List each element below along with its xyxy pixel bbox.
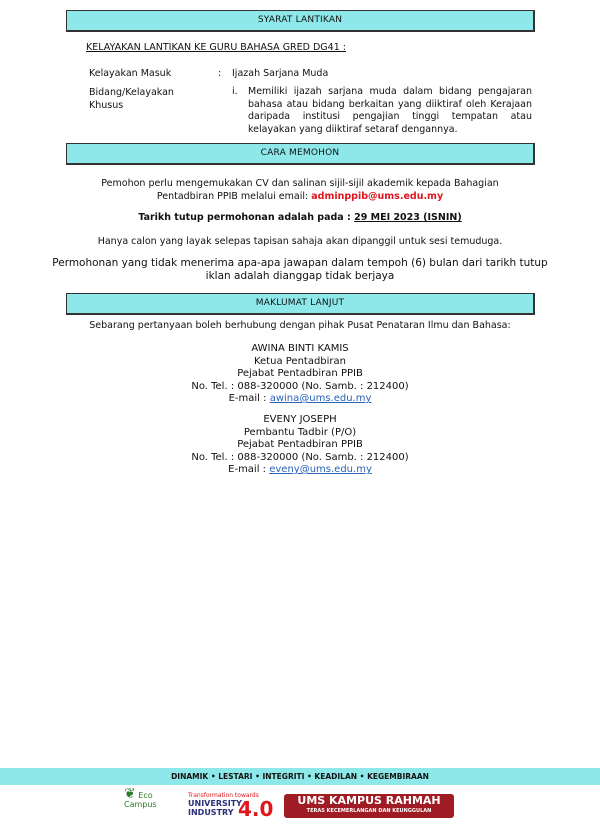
- kelayakan-heading: KELAYAKAN LANTIKAN KE GURU BAHASA GRED DG41 :: [86, 42, 346, 53]
- ums-kampus-rahmah-logo: [284, 794, 454, 818]
- contact-tel: No. Tel. : 088-320000 (No. Samb. : 212400): [191, 451, 409, 463]
- section-header-maklumat-lanjut: MAKLUMAT LANJUT: [66, 293, 535, 315]
- contact-title: Ketua Pentadbiran: [253, 355, 347, 367]
- maklumat-intro: Sebarang pertanyaan boleh berhubung dengan pihak Pusat Penataran Ilmu dan Bahasa:: [89, 320, 511, 331]
- contact-card: [100, 343, 500, 406]
- logo-4-0: 4.0: [238, 797, 274, 821]
- closing-date: 29 MEI 2023 (ISNIN): [354, 212, 462, 223]
- closing-label: Tarikh tutup permohonan adalah pada :: [138, 212, 351, 223]
- section-header-syarat-lantikan: SYARAT LANTIKAN: [66, 10, 535, 32]
- contact-tel: No. Tel. : 088-320000 (No. Samb. : 212400): [191, 380, 409, 392]
- contact-email-label: E-mail :: [228, 464, 267, 475]
- no-reply-notice: Permohonan yang tidak menerima apa-apa jawapan dalam tempoh (6) bulan dari tarikh tutup iklan adalah dianggap tidak berjaya: [52, 257, 548, 282]
- contact-name: EVENY JOSEPH: [263, 414, 337, 425]
- bidang-value: Memiliki ijazah sarjana muda dalam bidang pengajaran bahasa atau bidang berkaitan yang diiktiraf oleh Kerajaan daripada institusi pengajian tinggi tempatan atau kelayakan yang diiktiraf setaraf dengannya.: [248, 86, 532, 135]
- shortlist-note: Hanya calon yang layak selepas tapisan sahaja akan dipanggil untuk sesi temuduga.: [97, 236, 503, 247]
- logo-tagline: Transformation towards: [188, 792, 259, 799]
- bidang-label: Bidang/Kelayakan Khusus: [89, 87, 174, 111]
- footer-values-band: DINAMIK • LESTARI • INTEGRITI • KEADILAN • KEGEMBIRAAN: [0, 768, 600, 785]
- cara-line-2: Pentadbiran PPIB melalui email:: [156, 191, 309, 202]
- contact-office: Pejabat Pentadbiran PPIB: [237, 439, 363, 450]
- contact-email-link[interactable]: eveny@ums.edu.my: [269, 464, 372, 475]
- contact-name: AWINA BINTI KAMIS: [251, 343, 349, 354]
- eco-campus-logo: [124, 786, 174, 820]
- logo-ums-title: UMS KAMPUS RAHMAH: [297, 794, 441, 807]
- kelayakan-masuk-label: Kelayakan Masuk: [89, 68, 172, 79]
- closing-date-line: [60, 212, 540, 223]
- bidang-number: i.: [232, 86, 238, 97]
- contact-email-link[interactable]: awina@ums.edu.my: [269, 393, 372, 404]
- logo-ums-subtitle: TERAS KECEMERLANGAN DAN KEUNGGULAN: [306, 808, 432, 814]
- contact-card: [100, 414, 500, 477]
- university-industry-logo: [188, 792, 273, 820]
- kelayakan-masuk-value: Ijazah Sarjana Muda: [232, 68, 329, 79]
- section-header-cara-memohon: CARA MEMOHON: [66, 143, 535, 165]
- contact-title: Pembantu Tadbir (P/O): [243, 426, 357, 438]
- cara-line-1: Pemohon perlu mengemukakan CV dan salinan sijil-sijil akademik kepada Bahagian: [101, 178, 499, 189]
- cara-instructions: [60, 177, 540, 203]
- admin-email-link[interactable]: adminppib@ums.edu.my: [311, 191, 444, 202]
- contact-email-label: E-mail :: [228, 393, 267, 404]
- contact-office: Pejabat Pentadbiran PPIB: [237, 368, 363, 379]
- logo-industry: INDUSTRY: [188, 808, 234, 817]
- logo-university: UNIVERSITY: [188, 799, 242, 808]
- eco-campus-text: Eco Campus: [124, 791, 157, 809]
- leaf-icon: ❦: [124, 786, 136, 802]
- colon: :: [218, 68, 222, 79]
